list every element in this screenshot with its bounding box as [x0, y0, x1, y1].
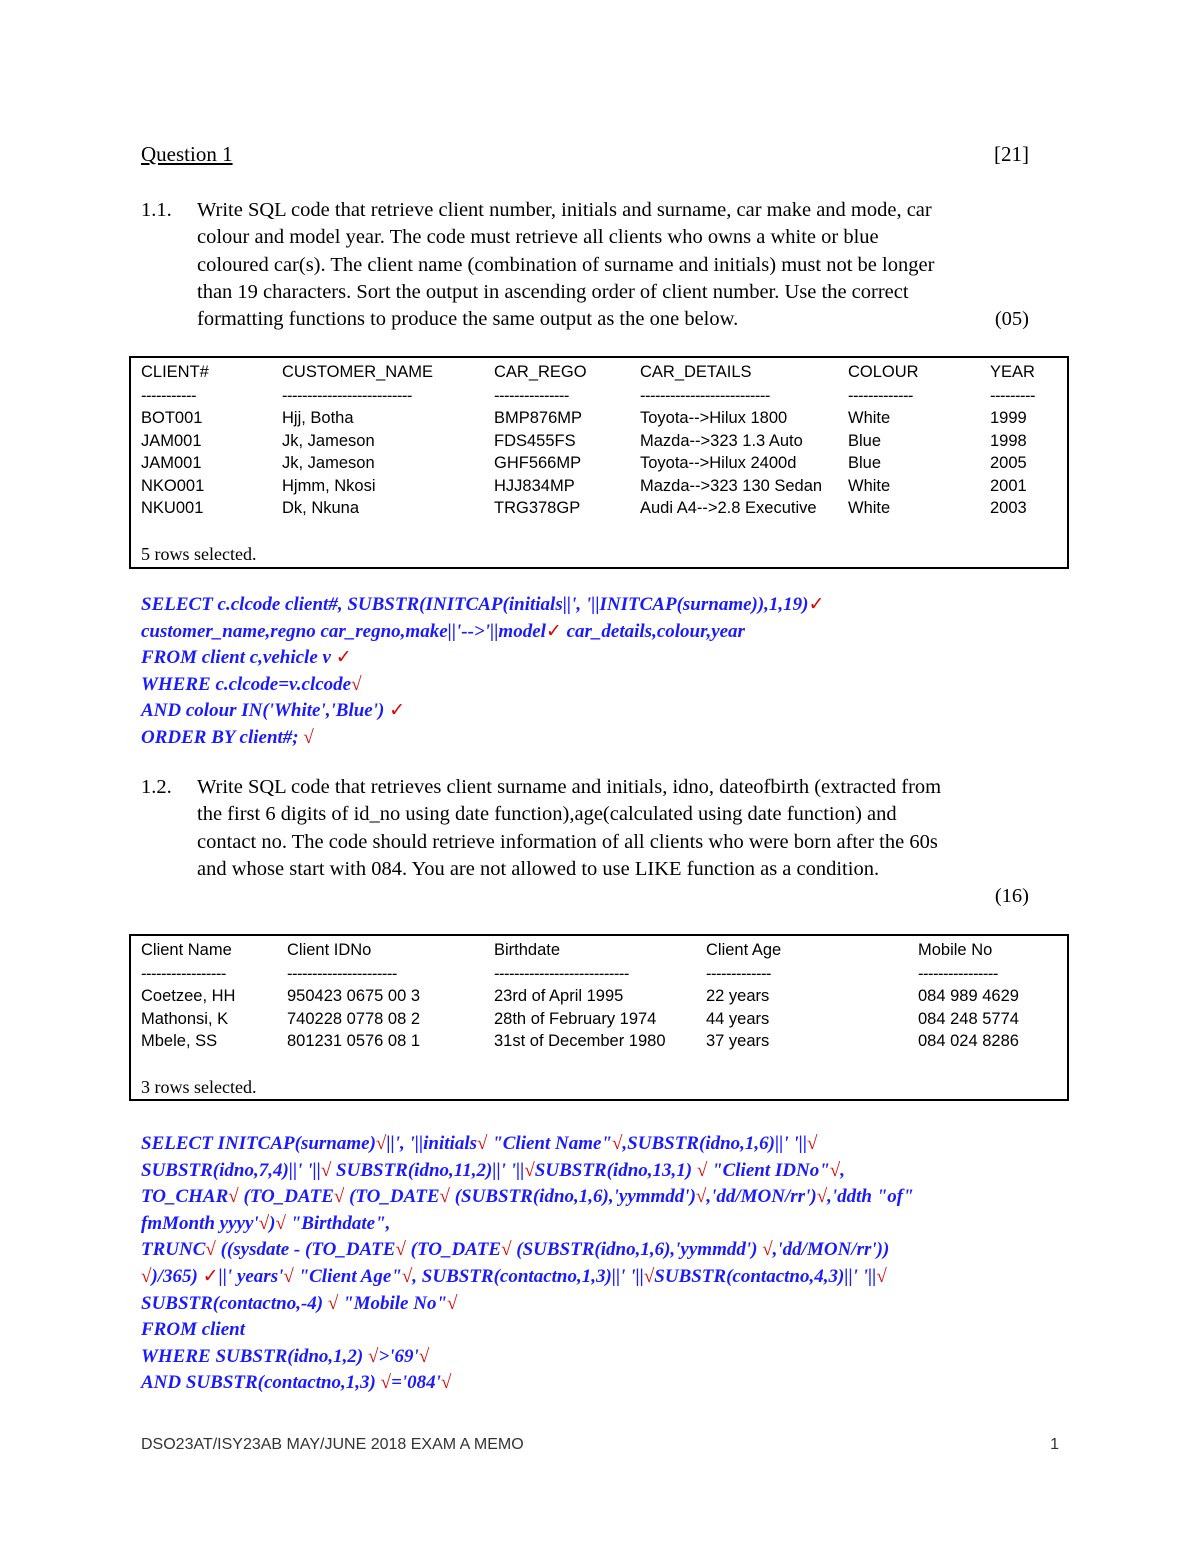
- question-marks: (16): [994, 885, 1029, 908]
- table-cell: 44 years: [706, 1009, 770, 1028]
- question-text-line: contact no. The code should retrieve information of all clients who were born after the 60s: [197, 830, 938, 853]
- rows-selected-text: 3 rows selected.: [141, 1077, 257, 1097]
- question-text-line: formatting functions to produce the same output as the one below.: [197, 308, 739, 331]
- sql-code: ='084': [391, 1372, 441, 1394]
- sql-line: [141, 672, 1081, 699]
- table-cell: BMP876MP: [494, 409, 583, 427]
- sql-code: (SUBSTR(idno,1,6),'yymmdd'): [511, 1239, 763, 1261]
- mark-tick: √: [375, 1133, 387, 1154]
- sql-answer-2: [141, 1131, 1081, 1397]
- sql-code: SELECT c.clcode client#, SUBSTR(INITCAP(initials||', '||INITCAP(surname)),1,19): [141, 594, 809, 615]
- column-underline: -------------: [706, 965, 771, 983]
- table-header-row: [141, 941, 1048, 965]
- question-1-2: [141, 774, 1053, 910]
- sql-code: ,'ddth "of": [827, 1186, 914, 1208]
- column-header: Client IDNo: [287, 941, 372, 959]
- mark-tick: √: [762, 1239, 773, 1261]
- table-cell: 31st of December 1980: [494, 1032, 666, 1050]
- table-cell: Dk, Nkuna: [282, 499, 360, 517]
- table-cell: 2003: [990, 499, 1027, 517]
- page-footer: [141, 1436, 1059, 1454]
- sql-line: [141, 1211, 1081, 1238]
- table-cell: 1998: [990, 431, 1027, 450]
- table-cell: 2001: [990, 476, 1027, 495]
- table-cell: Hjmm, Nkosi: [282, 476, 376, 495]
- sql-code: ,'dd/MON/rr')): [772, 1239, 890, 1261]
- sql-code: ,SUBSTR(idno,1,6)||' '||: [622, 1133, 808, 1154]
- table-cell: TRG378GP: [494, 499, 581, 517]
- sql-line: [141, 725, 1081, 752]
- table-cell: 28th of February 1974: [494, 1009, 657, 1028]
- sql-code: ORDER BY client#;: [141, 726, 304, 748]
- table-cell: 2005: [990, 454, 1027, 472]
- column-header: Client Age: [706, 941, 782, 959]
- sql-line: [141, 1237, 1081, 1264]
- mark-tick: √: [876, 1265, 887, 1287]
- table-row: [141, 477, 1060, 500]
- mark-tick: √: [283, 1265, 294, 1287]
- mark-tick: ✓: [389, 700, 405, 722]
- sql-line: [141, 1158, 1081, 1185]
- mark-tick: √: [807, 1133, 818, 1154]
- sql-line: [141, 1317, 1081, 1344]
- table-cell: 22 years: [706, 987, 770, 1005]
- column-header: CLIENT#: [141, 363, 209, 381]
- table-cell: 084 024 8286: [918, 1032, 1019, 1050]
- sql-code: SELECT INITCAP(surname): [141, 1133, 376, 1154]
- column-underline: -------------: [848, 387, 913, 405]
- table-cell: Mazda-->323 130 Sedan: [640, 476, 823, 495]
- sql-code: (TO_DATE: [344, 1186, 440, 1208]
- sql-code: ||' years': [218, 1265, 284, 1287]
- question-text-line: Write SQL code that retrieves client surname and initials, idno, dateofbirth (extracted from: [197, 776, 942, 798]
- table-cell: HJJ834MP: [494, 476, 575, 495]
- sql-line: [141, 1184, 1081, 1211]
- table-cell: 740228 0778 08 2: [287, 1009, 421, 1028]
- mark-tick: √: [141, 1265, 152, 1287]
- column-header: Client Name: [141, 941, 232, 959]
- sql-line: [141, 1370, 1081, 1397]
- sql-code: >'69': [378, 1345, 419, 1367]
- table-row: [141, 432, 1060, 455]
- sql-line: [141, 619, 1081, 646]
- sql-code: ): [269, 1212, 276, 1234]
- column-underline: --------------------------: [640, 387, 770, 405]
- sql-code: ((sysdate - (TO_DATE: [215, 1239, 396, 1261]
- mark-tick: √: [380, 1372, 392, 1394]
- sql-code: TO_CHAR: [141, 1186, 229, 1208]
- sql-code: TRUNC: [141, 1239, 206, 1261]
- sql-code: (TO_DATE: [238, 1186, 334, 1208]
- mark-tick: √: [501, 1239, 512, 1261]
- column-underline: -----------: [141, 387, 196, 405]
- sql-line: [141, 1264, 1081, 1291]
- table-row: [141, 454, 1060, 477]
- mark-tick: √: [643, 1265, 655, 1287]
- sql-answer-1: [141, 592, 1081, 752]
- table-cell: FDS455FS: [494, 431, 576, 450]
- question-title: Question 1: [141, 142, 233, 166]
- output-box-2: [129, 934, 1069, 1101]
- question-1-1: [141, 197, 1053, 333]
- sql-code: WHERE SUBSTR(idno,1,2): [141, 1345, 368, 1367]
- table-cell: Blue: [848, 454, 882, 472]
- table-cell: Mbele, SS: [141, 1032, 218, 1050]
- mark-tick: √: [524, 1159, 535, 1181]
- mark-tick: ✓: [335, 647, 352, 669]
- sql-code: customer_name,regno car_regno,make||'-->'||model: [141, 620, 546, 642]
- column-header: CAR_REGO: [494, 363, 587, 381]
- sql-code: AND colour IN('White','Blue'): [141, 700, 390, 722]
- sql-code: FROM client: [141, 1319, 245, 1341]
- mark-tick: √: [816, 1186, 828, 1208]
- column-underline: -----------------: [141, 965, 226, 983]
- sql-code: (SUBSTR(idno,1,6),'yymmdd'): [449, 1186, 696, 1208]
- table-cell: JAM001: [141, 431, 202, 450]
- table-cell: 084 248 5774: [918, 1009, 1019, 1028]
- sql-code: AND SUBSTR(contactno,1,3): [141, 1372, 381, 1394]
- mark-tick: √: [696, 1159, 708, 1181]
- rows-selected-text: 5 rows selected.: [141, 544, 257, 564]
- mark-tick: √: [439, 1186, 450, 1208]
- question-number: 1.2.: [141, 776, 172, 798]
- column-underline: ---------: [990, 387, 1035, 405]
- page-number: 1: [1050, 1436, 1059, 1453]
- sql-code: fmMonth yyyy': [141, 1212, 259, 1234]
- table-cell: 1999: [990, 409, 1027, 427]
- column-underline: ----------------: [918, 965, 998, 983]
- sql-line: [141, 698, 1081, 725]
- mark-tick: √: [368, 1345, 379, 1367]
- column-header: YEAR: [990, 363, 1035, 381]
- table-cell: 23rd of April 1995: [494, 987, 624, 1005]
- mark-tick: √: [327, 1292, 339, 1314]
- column-underline: ---------------: [494, 387, 569, 405]
- table-cell: Jk, Jameson: [282, 431, 375, 450]
- sql-code: "Birthdate",: [285, 1212, 391, 1234]
- table-cell: 950423 0675 00 3: [287, 987, 421, 1005]
- sql-code: WHERE c.clcode=v.clcode: [141, 673, 352, 695]
- output-table-2: [141, 941, 1048, 1055]
- table-cell: White: [848, 499, 891, 517]
- table-cell: Hjj, Botha: [282, 409, 354, 427]
- mark-tick: √: [611, 1133, 623, 1154]
- mark-tick: √: [447, 1292, 458, 1314]
- table-cell: Audi A4-->2.8 Executive: [640, 499, 817, 517]
- question-text-line: coloured car(s). The client name (combination of surname and initials) must not be longer: [197, 253, 935, 276]
- mark-tick: √: [401, 1265, 413, 1287]
- sql-code: "Client Name": [487, 1133, 612, 1154]
- output-table-1: [141, 363, 1060, 522]
- sql-code: SUBSTR(contactno,-4): [141, 1292, 328, 1314]
- mark-tick: √: [695, 1186, 707, 1208]
- table-cell: 084 989 4629: [918, 987, 1019, 1005]
- table-header-row: [141, 363, 1060, 387]
- mark-tick: √: [275, 1212, 286, 1234]
- table-cell: Mathonsi, K: [141, 1009, 229, 1028]
- sql-code: SUBSTR(idno,13,1): [534, 1159, 697, 1181]
- table-row: [141, 1032, 1048, 1055]
- mark-tick: √: [320, 1159, 332, 1181]
- table-row: [141, 409, 1060, 432]
- column-header: Mobile No: [918, 941, 993, 959]
- sql-line: [141, 645, 1081, 672]
- sql-code: ,'dd/MON/rr'): [706, 1186, 817, 1208]
- sql-code: ||', '||initials: [386, 1133, 477, 1154]
- mark-tick: √: [418, 1345, 430, 1367]
- sql-line: [141, 1344, 1081, 1371]
- table-cell: White: [848, 409, 891, 427]
- sql-code: )/365): [151, 1265, 203, 1287]
- sql-code: SUBSTR(contactno,4,3)||' '||: [654, 1265, 877, 1287]
- mark-tick: √: [205, 1239, 216, 1261]
- table-cell: Mazda-->323 1.3 Auto: [640, 431, 803, 450]
- table-cell: NKO001: [141, 476, 205, 495]
- table-cell: White: [848, 476, 891, 495]
- table-dash-row: [141, 965, 1048, 987]
- mark-tick: √: [477, 1133, 488, 1154]
- table-cell: JAM001: [141, 454, 202, 472]
- table-cell: GHF566MP: [494, 454, 582, 472]
- question-text-line: than 19 characters. Sort the output in ascending order of client number. Use the correct: [197, 280, 909, 303]
- table-row: [141, 987, 1048, 1010]
- sql-line: [141, 1131, 1081, 1158]
- table-cell: Blue: [848, 431, 882, 450]
- question-text-line: colour and model year. The code must retrieve all clients who owns a white or blue: [197, 226, 879, 249]
- sql-line: [141, 1291, 1081, 1318]
- table-row: [141, 1010, 1048, 1033]
- mark-tick: √: [351, 673, 362, 695]
- sql-code: SUBSTR(idno,11,2)||' '||: [331, 1159, 525, 1181]
- sql-code: , SUBSTR(contactno,1,3)||' '||: [412, 1265, 644, 1287]
- table-cell: NKU001: [141, 499, 204, 517]
- question-marks: (05): [994, 308, 1029, 331]
- sql-code: (TO_DATE: [405, 1239, 502, 1261]
- table-row: [141, 499, 1060, 522]
- mark-tick: √: [333, 1186, 345, 1208]
- column-header: CUSTOMER_NAME: [282, 363, 433, 381]
- column-underline: ----------------------: [287, 965, 397, 983]
- sql-code: "Client IDNo": [707, 1159, 830, 1181]
- footer-course-code: DSO23AT/ISY23AB MAY/JUNE 2018 EXAM A MEMO: [141, 1436, 524, 1453]
- column-header: COLOUR: [848, 363, 919, 381]
- mark-tick: √: [440, 1372, 452, 1394]
- sql-code: FROM client c,vehicle v: [141, 647, 336, 669]
- table-cell: Coetzee, HH: [141, 987, 236, 1005]
- column-header: Birthdate: [494, 941, 561, 959]
- mark-tick: ✓: [808, 594, 825, 615]
- question-text-line: and whose start with 084. You are not allowed to use LIKE function as a condition.: [197, 857, 880, 880]
- column-header: CAR_DETAILS: [640, 363, 752, 381]
- sql-code: "Mobile No": [338, 1292, 447, 1314]
- question-text-line: Write SQL code that retrieve client number, initials and surname, car make and mode, car: [197, 199, 932, 221]
- column-underline: ---------------------------: [494, 965, 629, 983]
- table-cell: BOT001: [141, 409, 203, 427]
- table-dash-row: [141, 387, 1060, 409]
- column-underline: --------------------------: [282, 387, 412, 405]
- sql-line: [141, 592, 1081, 619]
- sql-code: SUBSTR(idno,7,4)||' '||: [141, 1159, 321, 1181]
- table-cell: Jk, Jameson: [282, 454, 375, 472]
- sql-code: "Client Age": [293, 1265, 402, 1287]
- question-text-line: the first 6 digits of id_no using date function),age(calculated using date function) and: [197, 803, 897, 826]
- mark-tick: √: [258, 1212, 270, 1234]
- sql-code: ,: [840, 1159, 845, 1181]
- question-marks: [21]: [994, 142, 1029, 166]
- question-header: [141, 142, 1029, 167]
- mark-tick: √: [303, 726, 314, 748]
- sql-code: car_details,colour,year: [561, 620, 745, 642]
- mark-tick: ✓: [545, 620, 562, 642]
- mark-tick: √: [228, 1186, 239, 1208]
- table-cell: Toyota-->Hilux 2400d: [640, 454, 797, 472]
- mark-tick: ✓: [202, 1265, 219, 1287]
- mark-tick: √: [395, 1239, 406, 1261]
- table-cell: Toyota-->Hilux 1800: [640, 409, 788, 427]
- mark-tick: √: [829, 1159, 841, 1181]
- table-cell: 801231 0576 08 1: [287, 1032, 421, 1050]
- table-cell: 37 years: [706, 1032, 770, 1050]
- output-box-1: [129, 356, 1069, 569]
- question-number: 1.1.: [141, 199, 172, 221]
